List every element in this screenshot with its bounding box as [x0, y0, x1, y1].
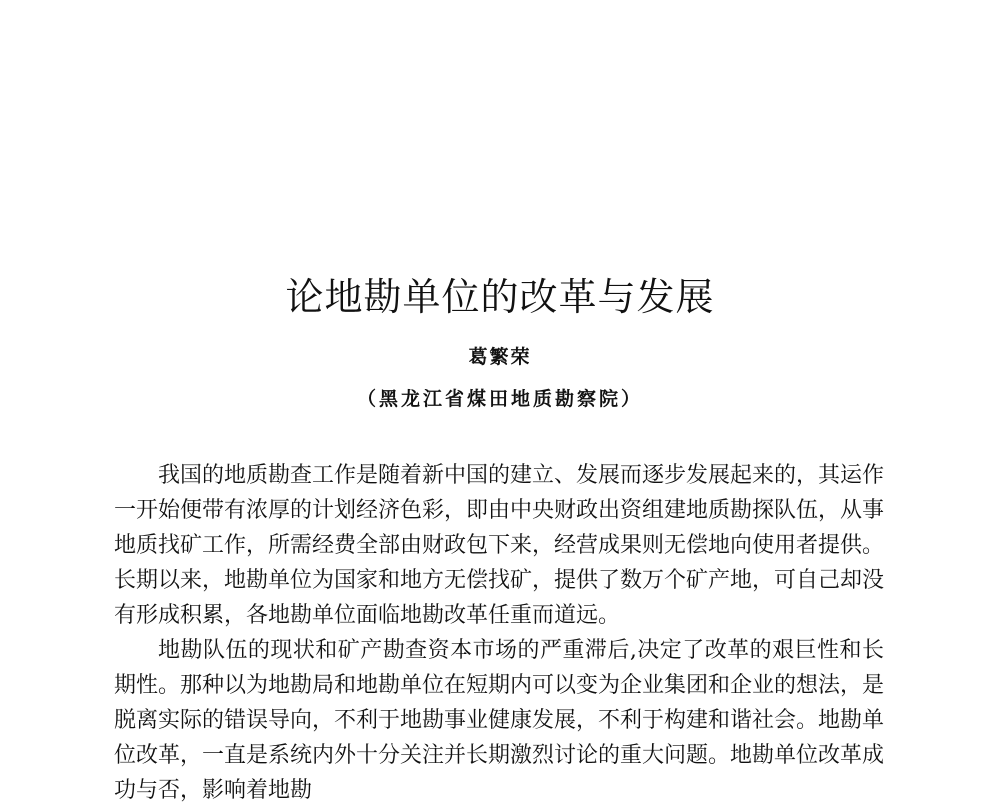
author-affiliation: （黑龙江省煤田地质勘察院） — [356, 388, 643, 410]
article-title: 论地勘单位的改革与发展 — [285, 275, 715, 320]
article-body — [114, 458, 884, 808]
body-paragraph-2: 地勘队伍的现状和矿产勘查资本市场的严重滞后,决定了改革的艰巨性和长期性。那种以为地勘局和地勘单位在短期内可以变为企业集团和企业的想法，是脱离实际的错误导向，不利于地勘事业健康发展，不利于构建和谐社会。地勘单位改革，一直是系统内外十分关注并长期激烈讨论的重大问题。地勘单位改革成功与否，影响着地勘 — [114, 638, 885, 803]
article-author: 葛繁荣 — [468, 346, 532, 368]
body-paragraph-1: 我国的地质勘查工作是随着新中国的建立、发展而逐步发展起来的，其运作一开始便带有浓厚的计划经济色彩，即由中央财政出资组建地质勘探队伍，从事地质找矿工作，所需经费全部由财政包下来，经营成果则无偿地向使用者提供。长期以来，地勘单位为国家和地方无偿找矿，提供了数万个矿产地，可自己却没有形成积累，各地勘单位面临地勘改革任重而道远。 — [114, 463, 885, 628]
